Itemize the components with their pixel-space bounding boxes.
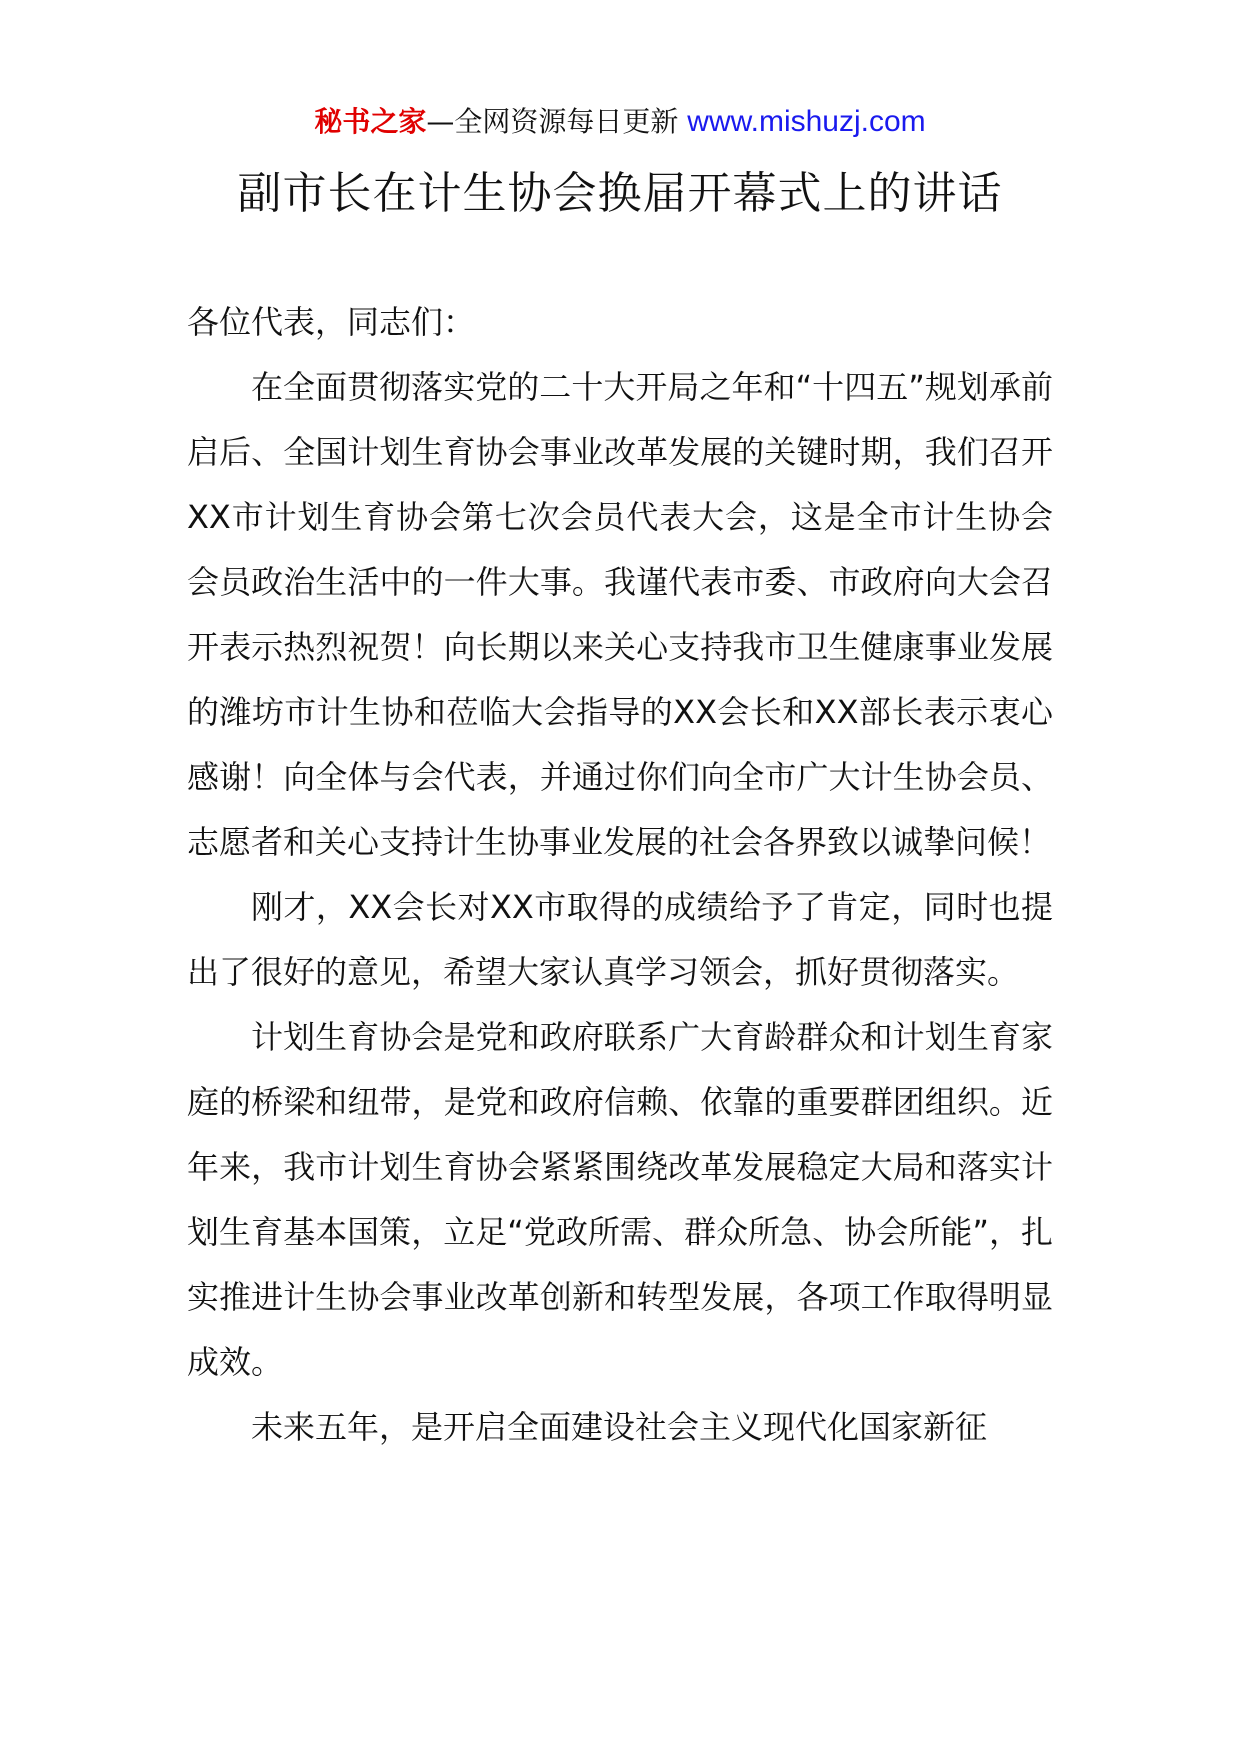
document-title: 副市长在计生协会换届开幕式上的讲话: [237, 168, 1003, 219]
paragraph: 未来五年，是开启全面建设社会主义现代化国家新征: [251, 1408, 988, 1446]
document-body: [187, 290, 1053, 1460]
paragraph: 计划生育协会是党和政府联系广大育龄群众和计划生育家庭的桥梁和纽带，是党和政府信赖、依靠的重要群团组织。近年来，我市计划生育协会紧紧围绕改革发展稳定大局和落实计划生育基本国策，立足“党政所需、群众所急、协会所能”，扎实推进计生协会事业改革创新和转型发展，各项工作取得明显成效。: [187, 1018, 1053, 1381]
salutation: 各位代表，同志们：: [187, 303, 476, 341]
paragraph: 在全面贯彻落实党的二十大开局之年和“十四五”规划承前启后、全国计划生育协会事业改革发展的关键时期，我们召开XX市计划生育协会第七次会员代表大会，这是全市计生协会会员政治生活中的一件大事。我谨代表市委、市政府向大会召开表示热烈祝贺！向长期以来关心支持我市卫生健康事业发展的潍坊市计生协和莅临大会指导的XX会长和XX部长表示衷心感谢！向全体与会代表，并通过你们向全市广大计生协会员、志愿者和关心支持计生协事业发展的社会各界致以诚挚问候！: [187, 368, 1053, 861]
site-url-link[interactable]: www.mishuzj.com: [687, 105, 926, 138]
site-brand: 秘书之家: [314, 105, 427, 138]
paragraph: 刚才，XX会长对XX市取得的成绩给予了肯定，同时也提出了很好的意见，希望大家认真学习领会，抓好贯彻落实。: [187, 888, 1053, 991]
site-header: [0, 102, 1240, 142]
site-tagline: —全网资源每日更新: [426, 105, 679, 138]
